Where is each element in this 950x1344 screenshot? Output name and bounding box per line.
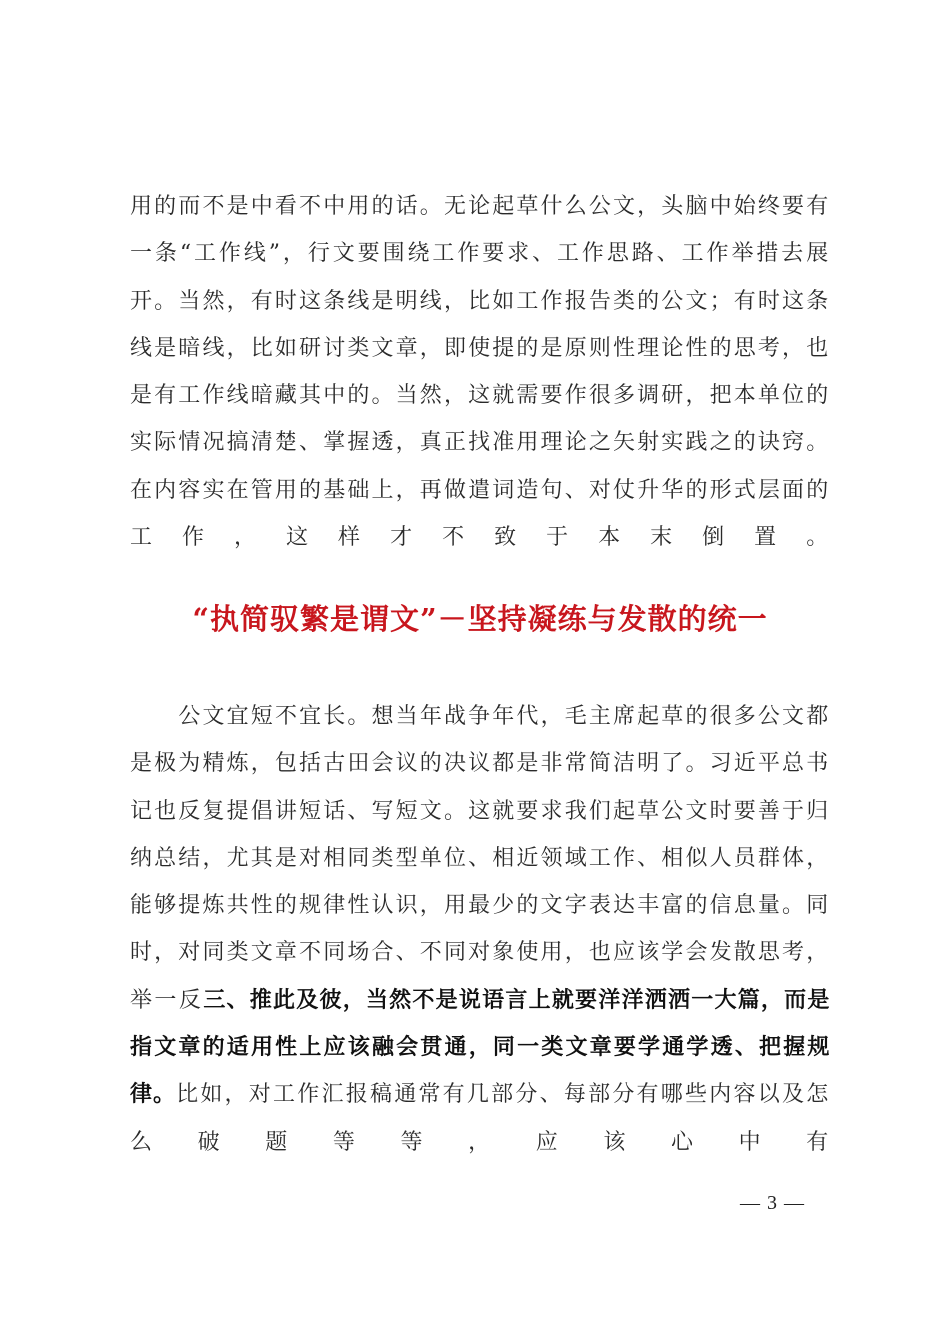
body-paragraph xyxy=(130,693,830,1166)
body-paragraph xyxy=(130,183,830,561)
bold-emphasis-text: 三、推此及彼，当然不是说语言上就要洋洋洒洒一大篇，而是指文章的适用性上应该融会贯通，同一类文章要学通学透、把握规律。 xyxy=(130,987,831,1108)
paragraph-text: 用的而不是中看不中用的话。无论起草什么公文，头脑中始终要有一条“工作线”，行文要围绕工作要求、工作思路、工作举措去展开。当然，有时这条线是明线，比如工作报告类的公文；有时这条线是暗线，比如研讨类文章，即使提的是原则性理论性的思考，也是有工作线暗藏其中的。当然，这就需要作很多调研，把本单位的实际情况搞清楚、掌握透，真正找准用理论之矢射实践之的诀窍。在内容实在管用的基础上，再做遣词造句、对仗升华的形式层面的工作，这样才不致于本末倒置。 xyxy=(130,194,830,551)
paragraph-text-continued: 比如，对工作汇报稿通常有几部分、每部分有哪些内容以及怎么破题等等，应该心中有 xyxy=(130,1082,830,1155)
paragraph-text: 公文宜短不宜长。想当年战争年代，毛主席起草的很多公文都是极为精炼，包括古田会议的决议都是非常简洁明了。习近平总书记也反复提倡讲短话、写短文。这就要求我们起草公文时要善于归纳总结，尤其是对相同类型单位、相近领域工作、相似人员群体，能够提炼共性的规律性认识，用最少的文字表达丰富的信息量。同时，对同类文章不同场合、不同对象使用，也应该学会发散思考，举一反 xyxy=(130,704,830,1013)
section-heading: “执简驭繁是谓文”－坚持凝练与发散的统一 xyxy=(192,602,768,636)
page-number: — 3 — xyxy=(740,1192,805,1214)
